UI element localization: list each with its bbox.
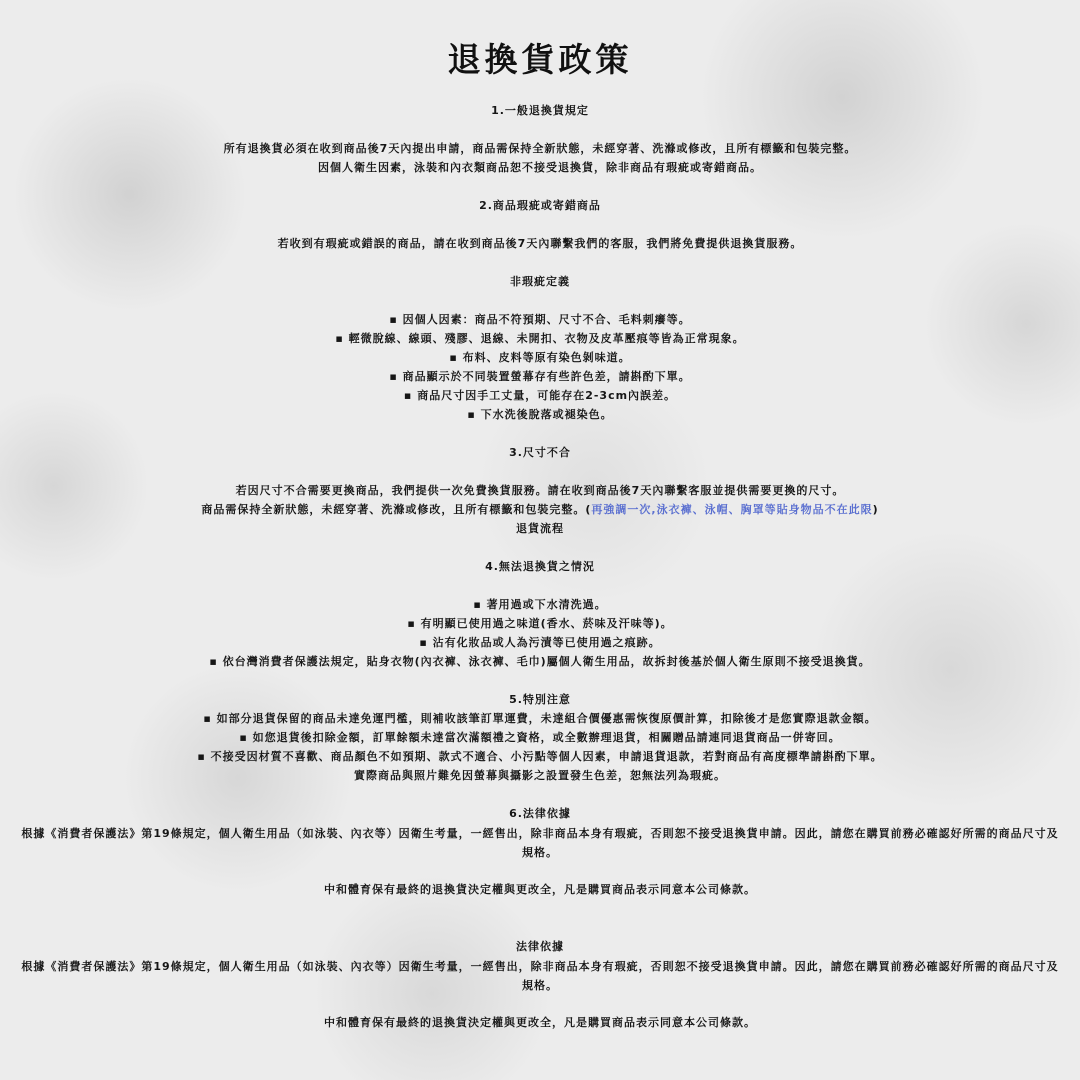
section-2-line-1: 若收到有瑕疵或錯誤的商品，請在收到商品後7天內聯繫我們的客服，我們將免費提供退換貨服務。: [277, 237, 803, 250]
no-return-item: ▪ 沾有化妝品或人為污漬等已使用過之痕跡。: [419, 636, 661, 649]
special-note-item: ▪ 不接受因材質不喜歡、商品顏色不如預期、款式不適合、小污點等個人因素，申請退貨退款，若對商品有高度標準請斟酌下單。: [197, 750, 883, 763]
section-5-heading: 5.特別注意: [509, 693, 571, 706]
section-7-heading: 法律依據: [516, 940, 564, 953]
section-7-body: 根據《消費者保護法》第19條規定，個人衛生用品（如泳裝、內衣等）因衛生考量，一經售出，除非商品本身有瑕疵，否則恕不接受退換貨申請。因此，請您在購買前務必確認好所需的商品尺寸及規格。: [21, 960, 1059, 992]
no-return-item: ▪ 著用過或下水清洗過。: [473, 598, 607, 611]
page-title: 退換貨政策: [447, 40, 633, 79]
non-defect-heading: 非瑕疵定義: [510, 275, 570, 288]
non-defect-item: ▪ 布料、皮料等原有染色剝味道。: [449, 351, 631, 364]
section-3-line-2-close: ): [872, 503, 879, 516]
non-defect-item: ▪ 因個人因素：商品不符預期、尺寸不合、毛料刺癢等。: [389, 313, 691, 326]
section-6-closing: 中和體育保有最終的退換貨決定權與更改全，凡是購買商品表示同意本公司條款。: [324, 883, 756, 896]
section-3-line-1: 若因尺寸不合需要更換商品，我們提供一次免費換貨服務。請在收到商品後7天內聯繫客服並提供需要更換的尺寸。: [235, 484, 845, 497]
return-process-label: 退貨流程: [516, 522, 564, 535]
section-3-line-2: [0, 503, 1080, 517]
special-note-item: ▪ 如部分退貨保留的商品未達免運門檻，則補收該筆訂單運費，未達組合價優惠需恢復原價計算，扣除後才是您實際退款金額。: [203, 712, 877, 725]
section-1-line-1: 所有退換貨必須在收到商品後7天內提出申請，商品需保持全新狀態，未經穿著、洗滌或修改，且所有標籤和包裝完整。: [223, 142, 857, 155]
non-defect-item: ▪ 輕微脫線、線頭、殘膠、退線、未開扣、衣物及皮革壓痕等皆為正常現象。: [335, 332, 745, 345]
special-note-item: 實際商品與照片難免因螢幕與攝影之設置發生色差，恕無法列為瑕疵。: [354, 769, 726, 782]
section-6-body: 根據《消費者保護法》第19條規定，個人衛生用品（如泳裝、內衣等）因衛生考量，一經售出，除非商品本身有瑕疵，否則恕不接受退換貨申請。因此，請您在購買前務必確認好所需的商品尺寸及規格。: [21, 827, 1059, 859]
section-6-heading: 6.法律依據: [509, 807, 571, 820]
section-3-line-2-text: 商品需保持全新狀態，未經穿著、洗滌或修改，且所有標籤和包裝完整。(: [201, 503, 592, 516]
non-defect-item: ▪ 商品尺寸因手工丈量，可能存在2-3cm內誤差。: [403, 389, 677, 402]
no-return-item: ▪ 有明顯已使用過之味道(香水、菸味及汗味等)。: [407, 617, 673, 630]
section-2-heading: 2.商品瑕疵或寄錯商品: [479, 199, 601, 212]
exception-link[interactable]: 再強調一次,泳衣褲、泳帽、胸罩等貼身物品不在此限: [591, 503, 873, 516]
non-defect-item: ▪ 商品顯示於不同裝置螢幕存有些許色差，請斟酌下單。: [389, 370, 691, 383]
non-defect-item: ▪ 下水洗後脫落或褪染色。: [467, 408, 613, 421]
section-1-heading: 1.一般退換貨規定: [491, 104, 589, 117]
section-7-closing: 中和體育保有最終的退換貨決定權與更改全，凡是購買商品表示同意本公司條款。: [324, 1016, 756, 1029]
section-1-line-2: 因個人衛生因素，泳裝和內衣類商品恕不接受退換貨，除非商品有瑕疵或寄錯商品。: [318, 161, 762, 174]
section-3-heading: 3.尺寸不合: [509, 446, 571, 459]
special-note-item: ▪ 如您退貨後扣除金額，訂單餘額未達當次滿額禮之資格，或全數辦理退貨，相關贈品請連同退貨商品一併寄回。: [239, 731, 841, 744]
no-return-item: ▪ 依台灣消費者保護法規定，貼身衣物(內衣褲、泳衣褲、毛巾)屬個人衛生用品，故拆封後基於個人衛生原則不接受退換貨。: [209, 655, 871, 668]
section-4-heading: 4.無法退換貨之情況: [485, 560, 595, 573]
